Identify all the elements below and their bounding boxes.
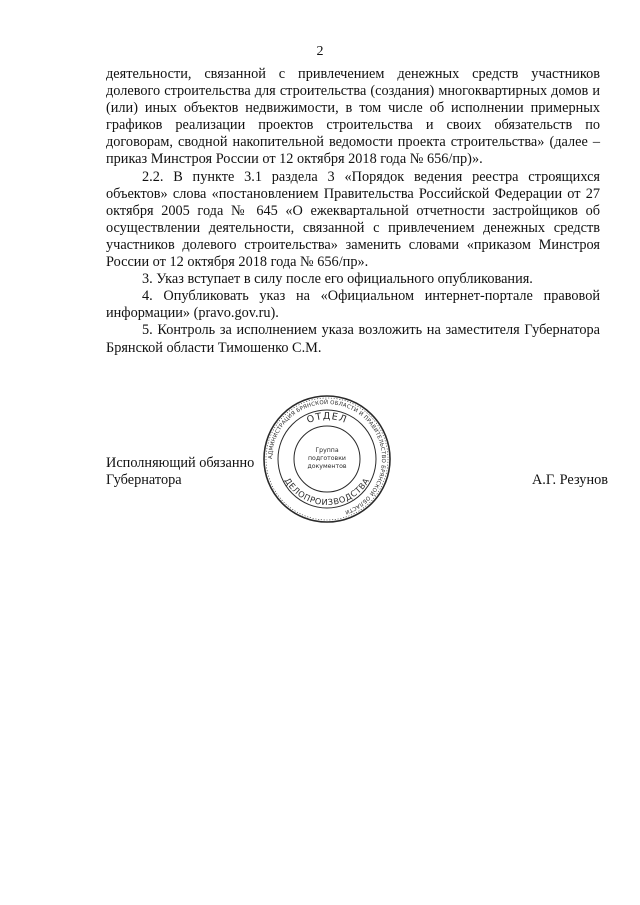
signature-position-line-2: Губернатора [106, 472, 182, 488]
signature-position [106, 455, 254, 489]
document-body [106, 66, 600, 357]
paragraph-continuation: деятельности, связанной с привлечением денежных средств участников долевого строительства для строительства (создания) многоквартирных домов и (или) иных объектов недвижимости, в том числе об исполнении примерных графиков реализации проектов строительства и своих обязательств по договорам, сводной накопительной ведомости проекта строительства» (далее – приказ Минстроя России от 12 октября 2018 года № 656/пр)». [106, 66, 600, 168]
stamp-bottom-arc-text: ДЕЛОПРОИЗВОДСТВА [282, 475, 372, 508]
stamp-center-line-2: подготовки [308, 455, 346, 462]
paragraph-4: 4. Опубликовать указ на «Официальном интернет-портале правовой информации» (pravo.gov.ru). [106, 288, 600, 322]
stamp-center-line-1: Группа [315, 447, 339, 454]
signatory-name: А.Г. Резунов [531, 472, 608, 488]
stamp-center-line-3: документов [307, 463, 347, 470]
signature-position-line-1: Исполняющий обязанно [106, 455, 255, 471]
stamp-outer-ring-text: АДМИНИСТРАЦИЯ БРЯНСКОЙ ОБЛАСТИ И ПРАВИТЕЛЬСТВО БРЯНСКОЙ ОБЛАСТИ [267, 399, 387, 515]
page-number: 2 [316, 44, 324, 59]
paragraph-2-2: 2.2. В пункте 3.1 раздела 3 «Порядок ведения реестра строящихся объектов» слова «постановлением Правительства Российской Федерации от 27 октября 2005 года № 645 «О ежеквартальной отчетности застройщиков об осуществлении деятельности, связанной с привлечением денежных средств участников долевого строительства» заменить словами «приказом Минстроя России от 12 октября 2018 года № 656/пр». [106, 168, 600, 271]
stamp-top-arc-text: ОТДЕЛ [305, 410, 349, 426]
paragraph-3: 3. Указ вступает в силу после его официального опубликования. [142, 271, 533, 288]
svg-text:ОТДЕЛ [305, 411, 348, 426]
department-stamp [262, 394, 392, 524]
paragraph-5: 5. Контроль за исполнением указа возложить на заместителя Губернатора Брянской области Тимошенко С.М. [106, 322, 600, 356]
